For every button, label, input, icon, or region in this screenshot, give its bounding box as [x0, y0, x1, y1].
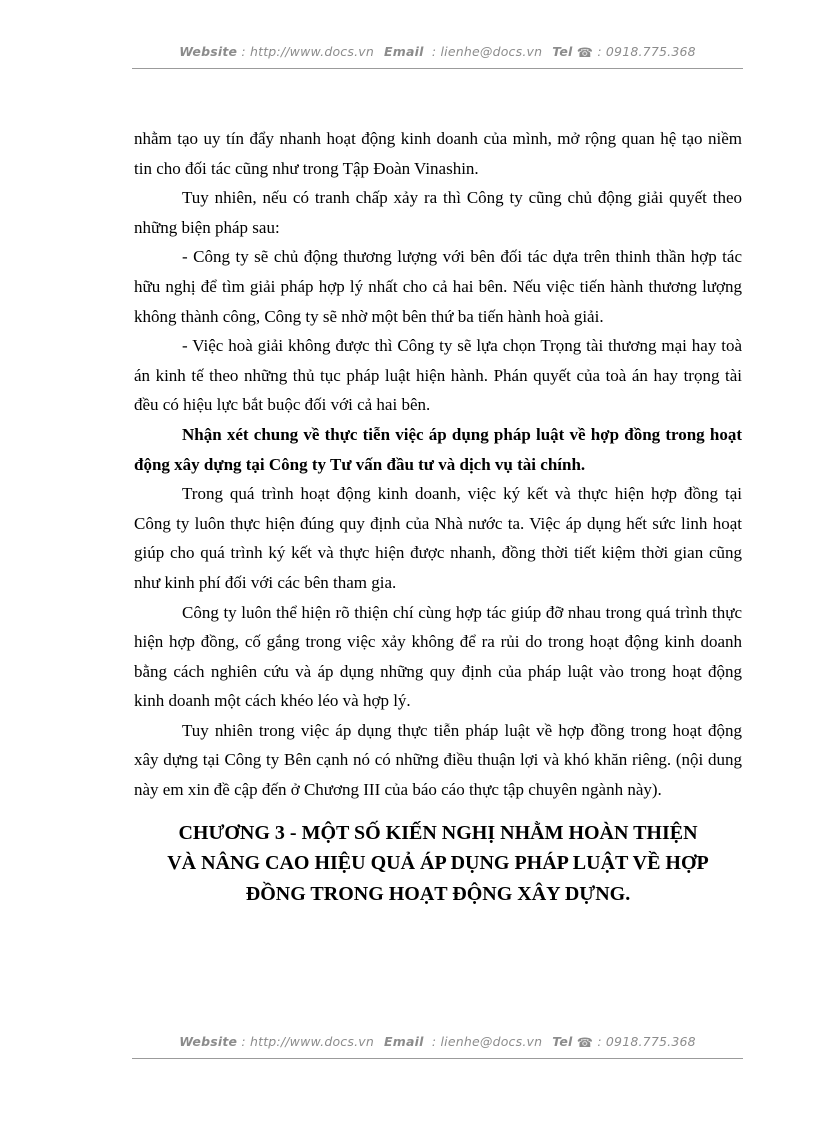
body-paragraph: - Việc hoà giải không được thì Công ty sẽ lựa chọn Trọng tài thương mại hay toà án kinh tế theo những thủ tục pháp luật hiện hành. Phán quyết của toà án hay trọng tài đều có hiệu lực bắt buộc đối với cả hai bên.: [134, 336, 742, 415]
website-value: : http://www.docs.vn: [241, 1034, 374, 1049]
tel-label: Tel: [552, 44, 573, 59]
email-label: Email: [383, 44, 424, 59]
tel-value: : 0918.775.368: [597, 44, 696, 59]
header-website: [179, 44, 374, 59]
footer-tel: [552, 1034, 696, 1049]
header-tel: [552, 44, 696, 59]
website-label: Website: [179, 1034, 238, 1049]
footer-website: [179, 1034, 374, 1049]
page-footer: [132, 1034, 743, 1059]
body-paragraph: Tuy nhiên trong việc áp dụng thực tiễn pháp luật về hợp đồng trong hoạt động xây dựng tại Công ty Bên cạnh nó có những điều thuận lợi và khó khăn riêng. (nội dung này em xin đề cập đến ở Chương III của báo cáo thực tập chuyên ngành này).: [134, 720, 742, 800]
body-paragraph: nhằm tạo uy tín đẩy nhanh hoạt động kinh doanh của mình, mở rộng quan hệ tạo niềm tin cho đối tác cũng như trong Tập Đoàn Vinashin.: [134, 129, 742, 178]
chapter-heading-line: VÀ NÂNG CAO HIỆU QUẢ ÁP DỤNG PHÁP LUẬT VỀ HỢP: [167, 852, 709, 875]
body-paragraph: - Công ty sẽ chủ động thương lượng với bên đối tác dựa trên thinh thần hợp tác hữu nghị để tìm giải pháp hợp lý nhất cho cả hai bên. Nếu việc tiến hành thương lượng không thành công, Công ty sẽ nhờ một bên thứ ba tiến hành hoà giải.: [134, 247, 742, 326]
document-body: [134, 124, 742, 909]
page-header: [132, 44, 743, 69]
footer-email: [384, 1034, 542, 1049]
body-paragraph-bold: Nhận xét chung về thực tiễn việc áp dụng pháp luật về hợp đồng trong hoạt động xây dựng tại Công ty Tư vấn đầu tư và dịch vụ tài chính.: [134, 424, 742, 474]
email-value: : lienhe@docs.vn: [431, 44, 543, 59]
tel-label: Tel: [552, 1034, 573, 1049]
header-email: [384, 44, 542, 59]
phone-icon: ☎: [576, 46, 594, 61]
email-label: Email: [383, 1034, 424, 1049]
chapter-heading: [138, 818, 738, 910]
chapter-heading-line: ĐỒNG TRONG HOẠT ĐỘNG XÂY DỰNG.: [245, 882, 631, 905]
email-value: : lienhe@docs.vn: [431, 1034, 543, 1049]
chapter-heading-line: CHƯƠNG 3 - MỘT SỐ KIẾN NGHỊ NHẰM HOÀN THIỆN: [178, 821, 698, 844]
tel-value: : 0918.775.368: [597, 1034, 696, 1049]
body-paragraph: Tuy nhiên, nếu có tranh chấp xảy ra thì Công ty cũng chủ động giải quyết theo những biện pháp sau:: [134, 188, 742, 237]
website-value: : http://www.docs.vn: [241, 44, 374, 59]
body-paragraph: Công ty luôn thể hiện rõ thiện chí cùng hợp tác giúp đỡ nhau trong quá trình thực hiện hợp đồng, cố gắng trong việc xảy không để ra rủi do trong hoạt động kinh doanh bằng cách nghiên cứu và áp dụng những quy định của pháp luật vào trong hoạt động kinh doanh một cách khéo léo và hợp lý.: [134, 602, 742, 711]
phone-icon: ☎: [576, 1036, 594, 1051]
body-paragraph: Trong quá trình hoạt động kinh doanh, việc ký kết và thực hiện hợp đồng tại Công ty luôn thực hiện đúng quy định của Nhà nước ta. Việc áp dụng hết sức linh hoạt giúp cho quá trình ký kết và thực hiện được nhanh, đồng thời tiết kiệm thời gian cũng như kinh phí đối với các bên tham gia.: [134, 484, 742, 592]
website-label: Website: [179, 44, 238, 59]
